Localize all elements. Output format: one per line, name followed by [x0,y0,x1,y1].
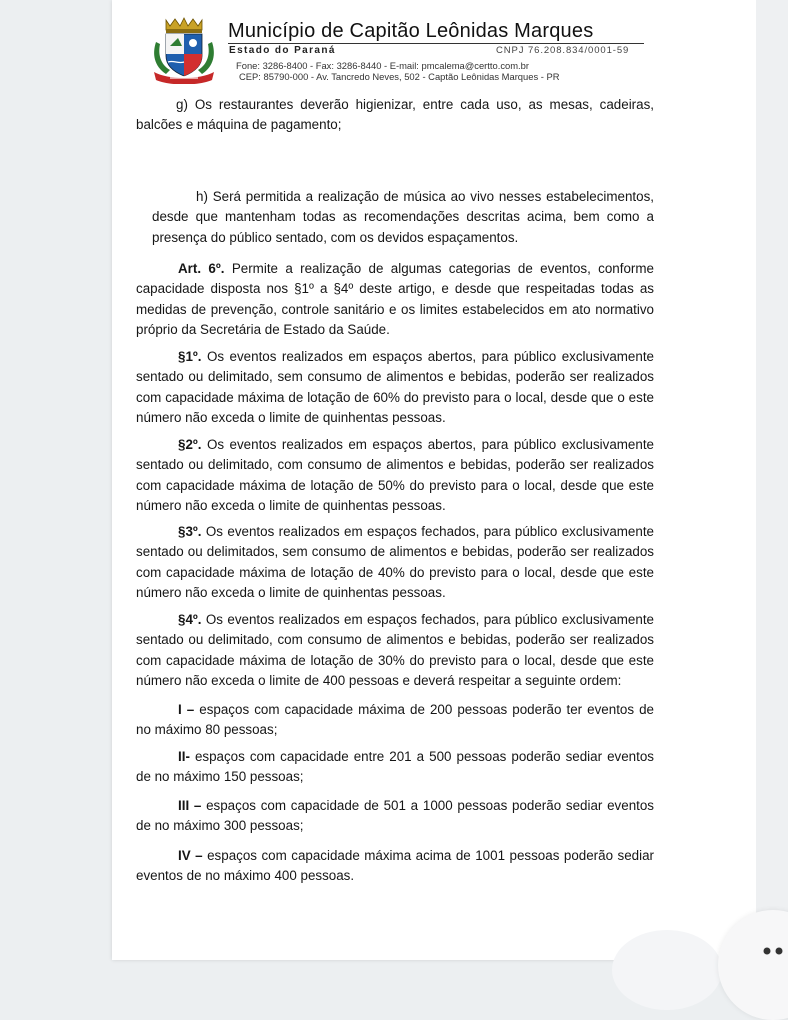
paragraph-2-text: Os eventos realizados em espaços abertos, para público exclusivamente sentado ou delimitado, com consumo de alimentos e bebidas, poderão ser realizados com capacidade máxima de lotação de 50% do previsto para o local, desde que este número não exceda o limite de quinhentas pessoas. [136,437,654,513]
paragraph-4-label: §4º. [178,612,202,627]
item-iv [136,846,654,887]
item-ii-label: II- [178,749,190,764]
item-g: g) Os restaurantes deverão higienizar, entre cada uso, as mesas, cadeiras, balcões e máquina de pagamento; [136,97,654,133]
municipality-title: Município de Capitão Leônidas Marques [228,20,594,42]
item-iv-label: IV – [178,848,203,863]
article-6-label: Art. 6º. [178,261,225,276]
paragraph-3 [136,522,654,603]
paragraph-3-text: Os eventos realizados em espaços fechados, para público exclusivamente sentado ou delimitados, sem consumo de alimentos e bebidas, poderão ser realizados com capacidade máxima de lotação de 40% do previsto para o local, desde que este número não exceda o limite de quinhentas pessoas. [136,524,654,600]
item-i [136,700,654,741]
item-iii [136,796,654,837]
paragraph-1-text: Os eventos realizados em espaços abertos, para público exclusivamente sentado ou delimitado, sem consumo de alimentos e bebidas, poderão ser realizados com capacidade máxima de lotação de 60% do previsto para o local, desde que o este número não exceda o limite de quinhentas pessoas. [136,349,654,425]
paragraph-2-label: §2º. [178,437,202,452]
more-dots-icon [762,946,786,956]
contact-line: Fone: 3286-8400 - Fax: 3286-8440 - E-mail: pmcalema@certto.com.br [236,60,529,71]
paragraph-2 [136,435,654,516]
page-indicator [612,930,722,1010]
cnpj-label: CNPJ 76.208.834/0001-59 [496,45,630,56]
article-6-text: Permite a realização de algumas categorias de eventos, conforme capacidade disposta nos §1º a §4º deste artigo, e desde que respeitadas todas as medidas de prevenção, controle sanitário e os limites estabelecidos em ato normativo próprio da Secretária de Estado da Saúde. [136,261,654,337]
item-iii-text: espaços com capacidade de 501 a 1000 pessoas poderão sediar eventos de no máximo 300 pessoas; [136,798,654,834]
viewer-margin [756,0,788,960]
item-h: h) Será permitida a realização de música ao vivo nesses estabelecimentos, desde que mantenham todas as recomendações descritas acima, bem como a presença do público sentado, com os devidos espaçamentos. [152,189,654,245]
item-i-text: espaços com capacidade máxima de 200 pessoas poderão ter eventos de no máximo 80 pessoas; [136,702,654,738]
paragraph-1-label: §1º. [178,349,202,364]
paragraph-3-label: §3º. [178,524,202,539]
item-iv-text: espaços com capacidade máxima acima de 1001 pessoas poderão sediar eventos de no máximo 400 pessoas. [136,848,655,884]
item-ii-text: espaços com capacidade entre 201 a 500 pessoas poderão sediar eventos de no máximo 150 pessoas; [136,749,654,785]
item-iii-label: III – [178,798,202,813]
state-label: Estado do Paraná [229,45,336,56]
paragraph-4-text: Os eventos realizados em espaços fechados, para público exclusivamente sentado ou delimitado, com consumo de alimentos e bebidas, poderão ser realizados com capacidade máxima de lotação de 30% do previsto para o local, desde que este número não exceda o limite de 400 pessoas e deverá respeitar a seguinte ordem: [136,612,654,688]
header-divider [228,43,644,44]
article-6 [136,259,654,340]
address-line: CEP: 85790-000 - Av. Tancredo Neves, 502 - Captão Leônidas Marques - PR [239,71,560,82]
item-ii [136,747,654,788]
coat-of-arms-icon [148,16,220,84]
item-i-label: I – [178,702,195,717]
paragraph-4 [136,610,654,691]
paragraph-1 [136,347,654,428]
